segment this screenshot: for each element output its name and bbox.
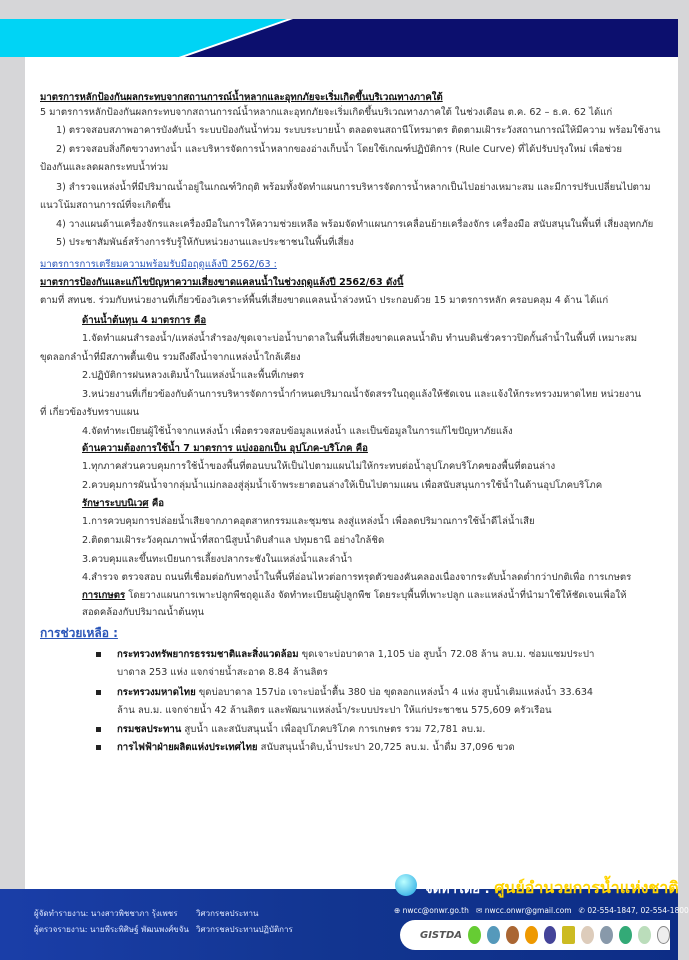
preparer: ผู้จัดทำรายงาน: นางสาวพิชชาภา รุ้งเพชร (34, 909, 178, 918)
measure-item: 2.ควบคุมการผันน้ำจากลุ่มน้ำแม่กลองสู่ลุ่มน้ำเจ้าพระยาตอนล่างให้เป็นไปตามแผน เพื่อสนับสนุนการใช้น้ำในด้านอุปโภคบริโภค (82, 480, 603, 491)
measure-item: 2.ปฏิบัติการฝนหลวงเติมน้ำในแหล่งน้ำและพื้นที่เกษตร (82, 370, 305, 381)
agency-logo-icon (600, 926, 613, 944)
subsection-title: ด้านน้ำต้นทุน 4 มาตรการ คือ (82, 315, 207, 326)
reviewer-role: วิศวกรชลประทานปฏิบัติการ (196, 925, 293, 934)
assistance-text: ล้าน ลบ.ม. แจกจ่ายน้ำ 42 ล้านลิตร และพัฒนาแหล่งน้ำ/ระบบประปา ให้แก่ประชาชน 575,609 ครัวเรือน (117, 705, 552, 716)
measure-item: ป้องกันและลดผลกระทบน้ำท่วม (40, 162, 169, 173)
assistance-text: สูบน้ำ และสนับสนุนน้ำ เพื่ออุปโภคบริโภค การเกษตร รวม 72,781 ลบ.ม. (181, 724, 486, 735)
measure-item: 2) ตรวจสอบสิ่งกีดขวางทางน้ำ และบริหารจัดการน้ำหลากของอ่างเก็บน้ำ โดยใช้เกณฑ์ปฏิบัติการ (Rule Curve) ที่ได้ปรับปรุงใหม่ เพื่อช่วย (56, 144, 622, 155)
agency-logo-icon (619, 926, 632, 944)
assistance-text: สนับสนุนน้ำดิบ,น้ำประปา 20,725 ลบ.ม. น้ำดื่ม 37,096 ขวด (257, 742, 515, 753)
prep-link[interactable]: มาตรการการเตรียมความพร้อมรับมือฤดูแล้งปี 2562/63 : (40, 259, 277, 270)
agri-title: การเกษตร (82, 590, 126, 601)
measure-item: 3) สำรวจแหล่งน้ำที่มีปริมาณน้ำอยู่ในเกณฑ์วิกฤติ พร้อมทั้งจัดทำแผนการบริหารจัดการน้ำหลากเป็นไปอย่างเหมาะสม และมีการปรับเปลี่ยนไปตาม (56, 182, 651, 193)
subsection-title (82, 497, 164, 511)
measure-item: ที่ เกี่ยวข้องรับทราบแผน (40, 407, 140, 418)
assistance-item (117, 723, 485, 737)
org-name: การไฟฟ้าฝ่ายผลิตแห่งประเทศไทย (117, 742, 258, 753)
phone-icon: ✆ (578, 906, 588, 915)
agency-logo-icon (487, 926, 500, 944)
assistance-text: บาดาล 253 แห่ง แจกจ่ายน้ำสะอาด 8.84 ล้านลิตร (117, 667, 328, 678)
org-name: กระทรวงทรัพยากรธรรมชาติและสิ่งแวดล้อม (117, 649, 299, 660)
measure-item: 4.สำรวจ ตรวจสอบ ถนนที่เชื่อมต่อกับทางน้ำในพื้นที่อ่อนไหวต่อการทรุดตัวของคันคลองเนื่องจากระดับน้ำลดต่ำกว่าปกติเพื่อ การเกษตร (82, 572, 632, 583)
water-drop-logo-icon (395, 874, 417, 896)
contact-line (394, 906, 689, 915)
agency-logo-icon (525, 926, 538, 944)
agency-logo-icon (544, 926, 557, 944)
agency-logo-icon (638, 926, 651, 944)
measure-item: ขุดลอกลำน้ำที่มีสภาพตื้นเขิน รวมถึงดึงน้ำจากแหล่งน้ำใกล้เคียง (40, 352, 301, 363)
section-title: มาตรการหลักป้องกันผลกระทบจากสถานการณ์น้ำหลากและอุทกภัยจะเริ่มเกิดขึ้นบริเวณทางภาคใต้ (40, 92, 443, 103)
leaf-logo-icon (468, 926, 481, 944)
org-name: กรมชลประทาน (117, 724, 182, 735)
bullet-icon (96, 652, 101, 657)
measure-item: 5) ประชาสัมพันธ์สร้างการรับรู้ให้กับหน่วยงานและประชาชนในพื้นที่เสี่ยง (56, 237, 354, 248)
reviewer: ผู้ตรวจรายงาน: นายพีระพิศิษฐ์ พัฒนพงศ์ขจัน (34, 925, 189, 934)
gistda-logo: GISTDA (420, 929, 462, 941)
subsection-title: ด้านความต้องการใช้น้ำ 7 มาตรการ แบ่งออกเป็น อุปโภค-บริโภค คือ (82, 443, 368, 454)
eco-title: รักษาระบบนิเวศ (82, 498, 149, 509)
measure-item: แนวโน้มสถานการณ์ที่จะเกิดขึ้น (40, 200, 171, 211)
intro-text: 5 มาตรการหลักป้องกันผลกระทบจากสถานการณ์น้ำหลากและอุทกภัยจะเริ่มเกิดขึ้นบริเวณทางภาคใต้ ในช่วงเดือน ต.ค. 62 – ธ.ค. 62 ได้แก่ (40, 107, 613, 118)
assistance-item (117, 648, 594, 662)
assistance-item (117, 741, 515, 755)
eco-suffix: คือ (148, 498, 165, 509)
agency-logo-icon (562, 926, 575, 944)
globe-icon: ⊕ (394, 906, 403, 915)
agri-text: โดยวางแผนการเพาะปลูกพืชฤดูแล้ง จัดทำทะเบียนผู้ปลูกพืช โดยระบุพื้นที่เพาะปลูก และแหล่งน้ำที่นำมาใช้ให้ชัดเจนเพื่อให้ (125, 590, 627, 601)
agency-logo-icon (657, 926, 670, 944)
bullet-icon (96, 727, 101, 732)
bullet-icon (96, 745, 101, 750)
measure-item: 4.จัดทำทะเบียนผู้ใช้น้ำจากแหล่งน้ำ เพื่อตรวจสอบข้อมูลแหล่งน้ำ และเป็นข้อมูลในการแก้ไขปัญหาภัยแล้ง (82, 426, 513, 437)
measure-item: 2.ติดตามเฝ้าระวังคุณภาพน้ำที่สถานีสูบน้ำดิบสำแล ปทุมธานี อย่างใกล้ชิด (82, 535, 385, 546)
header-banner (0, 19, 678, 57)
measure-item: 1.การควบคุมการปล่อยน้ำเสียจากภาคอุตสาหกรรมและชุมชน ลงสู่แหล่งน้ำ เพื่อลดปริมาณการใช้น้ำดีไล่น้ำเสีย (82, 516, 535, 527)
section-title: มาตรการป้องกันและแก้ไขปัญหาความเสี่ยงขาดแคลนน้ำในช่วงฤดูแล้งปี 2562/63 ดังนี้ (40, 277, 404, 288)
email[interactable]: nwcc.onwr@gmail.com (484, 906, 572, 915)
phone: 02-554-1847, 02-554-1800 (587, 906, 689, 915)
org-name: กระทรวงมหาดไทย (117, 687, 196, 698)
mail-icon: ✉ (476, 906, 485, 915)
agency-logo-icon (506, 926, 519, 944)
measure-item: 3.ควบคุมและขึ้นทะเบียนการเลี้ยงปลากระชังในแหล่งน้ำและลำน้ำ (82, 554, 353, 565)
assistance-title: การช่วยเหลือ : (40, 626, 118, 640)
agri-text: สอดคล้องกับปริมาณน้ำต้นทุน (82, 607, 204, 618)
agency-logo-icon (581, 926, 594, 944)
preparer-role: วิศวกรชลประทาน (196, 909, 259, 918)
measure-item: 3.หน่วยงานที่เกี่ยวข้องกับด้านการบริหารจัดการน้ำกำหนดปริมาณน้ำจัดสรรในฤดูแล้งให้ชัดเจน และแจ้งให้กระทรวงมหาดไทย หน่วยงาน (82, 389, 642, 400)
intro-text: ตามที่ สทนช. ร่วมกับหน่วยงานที่เกี่ยวข้องวิเคราะห์พื้นที่เสี่ยงขาดแคลนน้ำล่วงหน้า ประกอบด้วย 15 มาตรการหลัก ครอบคลุม 4 ด้าน ได้แก่ (40, 295, 609, 306)
assistance-item (117, 686, 593, 700)
agri-line (82, 589, 626, 603)
assistance-text: ขุดบ่อบาดาล 157บ่อ เจาะบ่อน้ำตื้น 380 บ่อ ขุดลอกแหล่งน้ำ 4 แห่ง สูบน้ำเติมแหล่งน้ำ 33.634 (195, 687, 594, 698)
measure-item: 1) ตรวจสอบสภาพอาคารบังคับน้ำ ระบบป้องกันน้ำท่วม ระบบระบายน้ำ ตลอดจนสถานีโทรมาตร ติดตามเฝ้าระวังสถานการณ์ให้มีความ พร้อมใช้งาน (56, 125, 661, 136)
measure-item: 1.ทุกภาคส่วนควบคุมการใช้น้ำของพื้นที่ตอนบนให้เป็นไปตามแผนไม่ให้กระทบต่อน้ำอุปโภคบริโภคของพื้นที่ตอนล่าง (82, 461, 556, 472)
assistance-text: ขุดเจาะบ่อบาดาล 1,105 บ่อ สูบน้ำ 72.08 ล้าน ลบ.ม. ซ่อมแซมประปา (298, 649, 595, 660)
measure-item: 1.จัดทำแผนสำรองน้ำ/แหล่งน้ำสำรอง/ขุดเจาะบ่อน้ำบาดาลในพื้นที่เสี่ยงขาดแคลนน้ำดิบ ทำนบดินชั่วคราวปิดกั้นลำน้ำในพื้นที่ เหมาะสม (82, 333, 638, 344)
website[interactable]: nwcc@onwr.go.th (402, 906, 469, 915)
bullet-icon (96, 690, 101, 695)
partner-logos (400, 920, 670, 950)
organization: จัดทำโดย : ศูนย์อำนวยการน้ำแห่งชาติ (425, 878, 679, 897)
measure-item: 4) วางแผนด้านเครื่องจักรและเครื่องมือในการให้ความช่วยเหลือ พร้อมจัดทำแผนการเคลื่อนย้ายเครื่องจักร เครื่องมือ สนับสนุนในพื้นที่ เสี่ยงอุทกภัย (56, 219, 654, 230)
